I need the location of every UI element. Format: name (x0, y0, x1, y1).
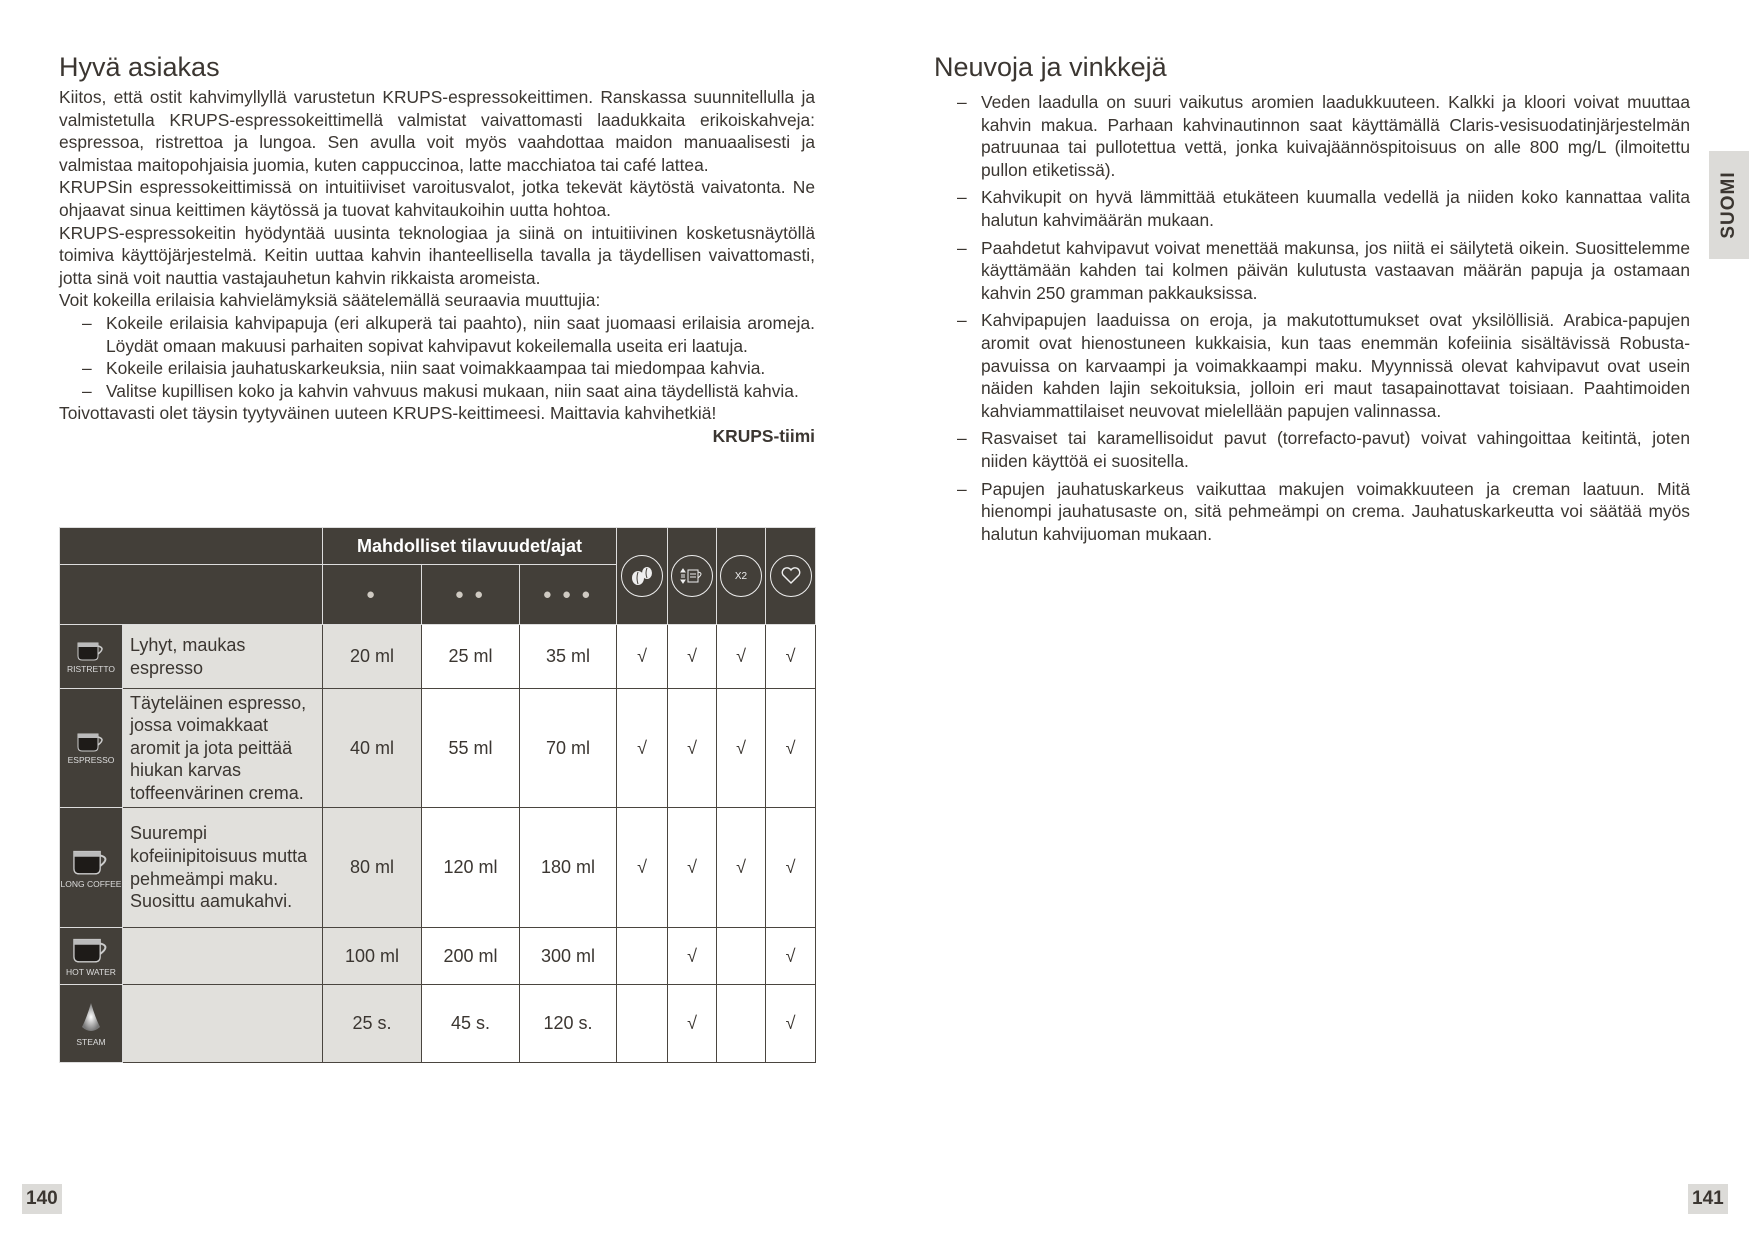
tip-text: Paahdetut kahvipavut voivat menettää makunsa, jos niitä ei säilytetä oikein. Suosittelemme käyttämään kahden tai kolmen päivän kulutusta vastaavan määrän papuja ja ostamaan kahvin 250 gramman pakkauksissa. (981, 237, 1690, 303)
tip-item (934, 427, 1690, 472)
check-cell (617, 985, 668, 1063)
tip-item (934, 91, 1690, 181)
page-number-right: 141 (1688, 1184, 1728, 1214)
tip-text: Papujen jauhatuskarkeus vaikuttaa makujen voimakkuuteen ja creman laatuun. Mitä hienompi jauhatusaste on, sitä pehmeämpi on crema. Jauhatuskarkeutta voi säätää myös halutun kahvijuoman mukaan. (981, 478, 1690, 544)
check-cell: √ (766, 625, 816, 689)
table-row (60, 928, 816, 985)
check-cell: √ (668, 625, 717, 689)
list-item-text: Kokeile erilaisia kahvipapuja (eri alkuperä tai paahto), niin saat juomaasi erilaisia aromeja. Löydät omaan makuusi parhaiten sopivat kahvipavut kokeilemalla useita eri laatuja. (106, 312, 815, 356)
strength-icon (668, 528, 717, 625)
icon-label: ESPRESSO (67, 755, 115, 765)
volume-cell: 40 ml (323, 689, 422, 808)
list-item (59, 312, 815, 357)
dash: – (957, 428, 967, 449)
dash: – (82, 380, 92, 401)
volumes-header: Mahdolliset tilavuudet/ajat (323, 528, 617, 565)
check-cell: √ (717, 625, 766, 689)
volume-cell: 45 s. (422, 985, 520, 1063)
check-cell (717, 928, 766, 985)
volume-cell: 120 ml (422, 808, 520, 928)
paragraph: Voit kokeilla erilaisia kahvielämyksiä säätelemällä seuraavia muuttujia: (59, 290, 601, 311)
drop-2-icon: ● ● (422, 565, 520, 625)
paragraph: KRUPSin espressokeittimissä on intuitiiviset varoitusvalot, jotka tekevät käytöstä vaivatonta. Ne ohjaavat sinua keittimen käytössä ja tuovat kahvitaukoihin uutta hohtoa. (59, 177, 815, 220)
tip-text: Kahvikupit on hyvä lämmittää etukäteen kuumalla vedellä ja niiden koko kannattaa valita halutun kahvimäärän mukaan. (981, 187, 1690, 230)
check-cell: √ (766, 985, 816, 1063)
tip-item (934, 237, 1690, 305)
signature: KRUPS-tiimi (712, 425, 815, 446)
description (123, 928, 323, 985)
paragraph: KRUPS-espressokeitin hyödyntää uusinta teknologiaa ja siinä on intuitiivinen kosketusnäytöllä toimiva käyttöjärjestelmä. Keitin uuttaa kahvin ihanteellisella tavalla ja täydellisen vaivattomasti, jotta sinä voit nauttia vastajauhetun kahvin rikkaista aromeista. (59, 222, 815, 288)
volume-cell: 55 ml (422, 689, 520, 808)
check-cell (617, 928, 668, 985)
description: Lyhyt, maukas espresso (123, 625, 323, 689)
list-item-text: Kokeile erilaisia jauhatuskarkeuksia, niin saat voimakkaampaa tai miedompaa kahvia. (106, 358, 766, 379)
check-cell: √ (617, 689, 668, 808)
page-number-left: 140 (22, 1184, 62, 1214)
volume-cell: 20 ml (323, 625, 422, 689)
check-cell: √ (717, 689, 766, 808)
tips-list (934, 91, 1690, 550)
intro-text (59, 86, 815, 448)
description (123, 985, 323, 1063)
description: Täyteläinen espresso, jossa voimakkaat aromit ja jota peittää hiukan karvas toffeenvärinen crema. (123, 689, 323, 808)
hot-water-icon (60, 928, 123, 985)
language-tab-label: SUOMI (1718, 171, 1739, 239)
dash: – (957, 187, 967, 208)
volume-cell: 120 s. (520, 985, 617, 1063)
dash: – (957, 92, 967, 112)
check-cell: √ (617, 625, 668, 689)
tip-item (934, 309, 1690, 422)
volume-cell: 200 ml (422, 928, 520, 985)
long-coffee-icon (60, 808, 123, 928)
check-cell: √ (766, 808, 816, 928)
list-item (59, 380, 815, 403)
page-title-left: Hyvä asiakas (59, 52, 220, 82)
list-item-text: Valitse kupillisen koko ja kahvin vahvuus makusi mukaan, niin saat aina täydellistä kahvia. (106, 380, 799, 401)
dash: – (957, 310, 967, 331)
header-blank (60, 565, 323, 625)
icon-label: RISTRETTO (66, 663, 115, 674)
table-row (60, 625, 816, 689)
steam-icon (60, 985, 123, 1063)
table-row (60, 808, 816, 928)
check-cell: √ (668, 808, 717, 928)
heart-icon (766, 528, 816, 625)
volume-cell: 80 ml (323, 808, 422, 928)
icon-label: LONG COFFEE (60, 878, 122, 889)
dash: – (82, 312, 92, 333)
closing-text: Toivottavasti olet täysin tyytyväinen uuteen KRUPS-keittimeesi. Maittavia kahvihetkiä! (59, 403, 717, 424)
check-cell: √ (717, 808, 766, 928)
check-cell: √ (766, 928, 816, 985)
page-title-right: Neuvoja ja vinkkejä (934, 52, 1167, 82)
x2-label: X2 (720, 555, 762, 597)
paragraph: Kiitos, että ostit kahvimyllyllä varustetun KRUPS-espressokeittimen. Ranskassa suunnitellulla ja valmistetulla KRUPS-espressokeittimellä valmistat vaivattomasti laadukkaita erikoiskahveja: espressoa, ristrettoa ja lungoa. Sen avulla voit myös vaahdottaa maidon manuaalisesti ja valmistaa maitopohjaisia juomia, kuten cappuccinoa, latte macchiatoa tai café lattea. (59, 87, 815, 175)
drop-3-icon: ● ● ● (520, 565, 617, 625)
table-row (60, 689, 816, 808)
dash: – (957, 478, 967, 499)
check-cell (717, 985, 766, 1063)
check-cell: √ (668, 689, 717, 808)
beans-icon (617, 528, 668, 625)
espresso-icon (60, 689, 123, 808)
description: Suurempi kofeiinipitoisuus mutta pehmeämpi maku. Suosittu aamukahvi. (123, 808, 323, 928)
dash: – (957, 237, 967, 258)
check-cell: √ (766, 689, 816, 808)
tip-item (934, 478, 1690, 546)
volume-cell: 180 ml (520, 808, 617, 928)
volume-cell: 70 ml (520, 689, 617, 808)
tip-text: Kahvipapujen laaduissa on eroja, ja makutottumukset ovat yksilöllisiä. Arabica-papujen aromit ovat hienostuneen kukkaisia, kun taas enemmän kofeiinia sisältävissä Robusta-pavuissa on karvaampi ja voimakkaampi maku. Myynnissä olevat kahvipavut ovat usein näiden kahden lajin sekoituksia, jolloin eri maut tasapainottavat toisiaan. Paahtimoiden kahviammattilaiset neuvovat mielellään papujen valinnassa. (981, 310, 1690, 421)
icon-label: HOT WATER (66, 967, 116, 977)
table-row (60, 985, 816, 1063)
volume-cell: 35 ml (520, 625, 617, 689)
check-cell: √ (617, 808, 668, 928)
drop-1-icon: ● (323, 565, 422, 625)
language-tab (1709, 151, 1749, 259)
x2-icon (717, 528, 766, 625)
beverage-table (59, 527, 816, 1063)
tip-text: Veden laadulla on suuri vaikutus aromien laadukkuuteen. Kalkki ja kloori voivat muuttaa kahvin makua. Parhaan kahvinautinnon saat käyttämällä Claris-vesisuodatinjärjestelmän patruunaa tai pullotettua vettä, jonka kuivajäännöspitoisuus on alle 800 mg/L (ilmoitettu pullon etiketissä). (981, 92, 1690, 180)
volume-cell: 25 ml (422, 625, 520, 689)
volume-cell: 300 ml (520, 928, 617, 985)
tip-text: Rasvaiset tai karamellisoidut pavut (torrefacto-pavut) voivat vahingoittaa keitintä, joten niiden käyttöä ei suositella. (981, 428, 1690, 471)
volume-cell: 25 s. (323, 985, 422, 1063)
list-item (59, 357, 815, 380)
check-cell: √ (668, 928, 717, 985)
volume-cell: 100 ml (323, 928, 422, 985)
check-cell: √ (668, 985, 717, 1063)
dash: – (82, 358, 92, 379)
ristretto-icon (60, 625, 123, 689)
tip-item (934, 186, 1690, 231)
header-blank (60, 528, 323, 565)
icon-label: STEAM (76, 1036, 106, 1047)
